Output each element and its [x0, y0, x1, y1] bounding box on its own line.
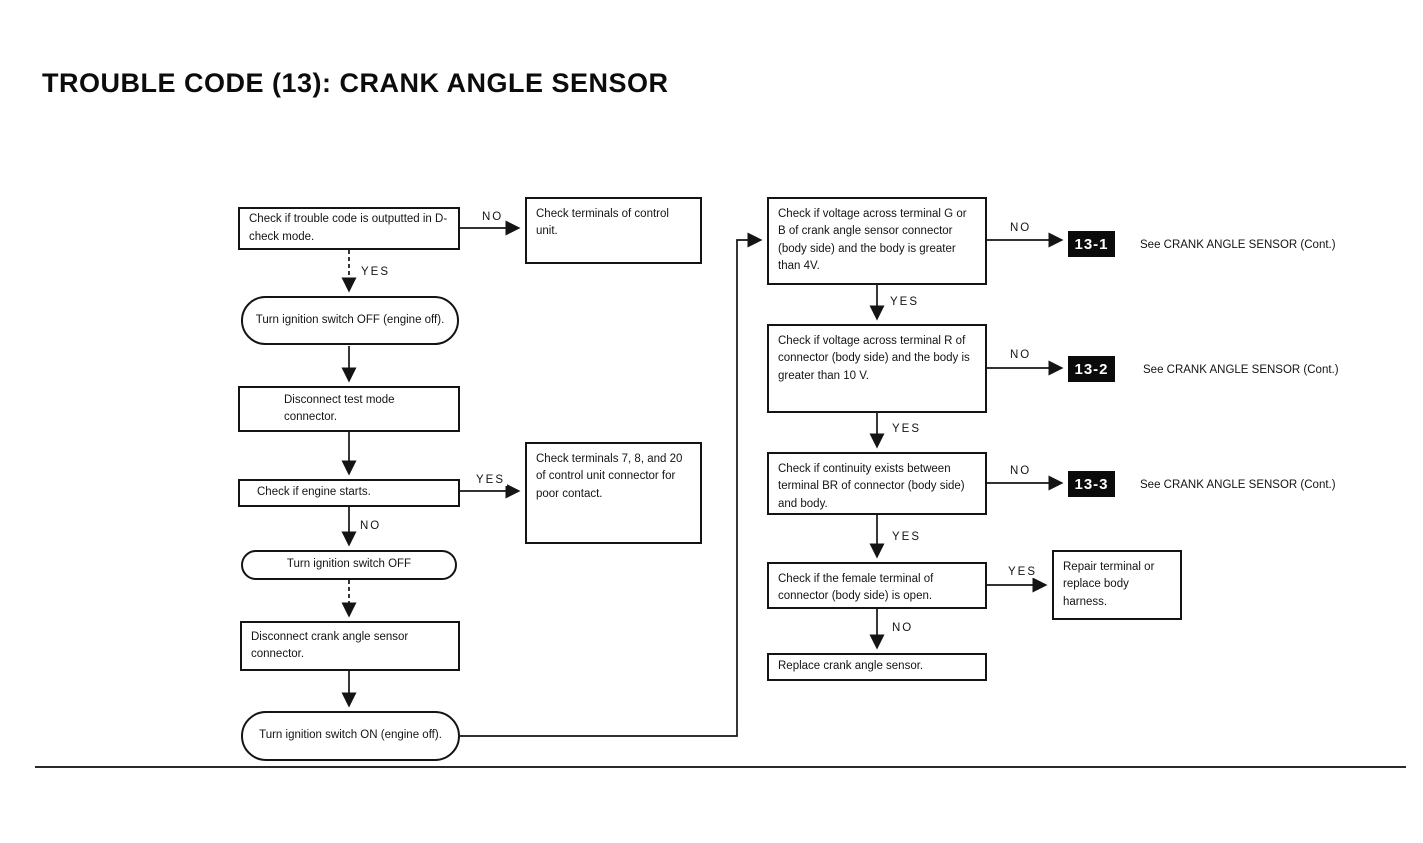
node-check-voltage-r: Check if voltage across terminal R of connector (body side) and the body is greater than 10 V. — [767, 324, 987, 413]
node-turn-ignition-on: Turn ignition switch ON (engine off). — [241, 711, 460, 761]
node-turn-ignition-off: Turn ignition switch OFF — [241, 550, 457, 580]
edge-label-no: NO — [1010, 222, 1032, 234]
edge-label-yes: YES — [476, 474, 506, 486]
edge-label-yes: YES — [1008, 566, 1038, 578]
node-turn-ignition-off-engine-off: Turn ignition switch OFF (engine off). — [241, 296, 459, 345]
reference-text-13-1: See CRANK ANGLE SENSOR (Cont.) — [1140, 239, 1336, 251]
node-check-terminals-7-8-20: Check terminals 7, 8, and 20 of control unit connector for poor contact. — [525, 442, 702, 544]
page-title: TROUBLE CODE (13): CRANK ANGLE SENSOR — [42, 68, 669, 98]
node-check-female-terminal: Check if the female terminal of connector (body side) is open. — [767, 562, 987, 609]
node-replace-crank-sensor: Replace crank angle sensor. — [767, 653, 987, 681]
code-badge-13-1: 13-1 — [1068, 231, 1115, 257]
edge-label-no: NO — [1010, 349, 1032, 361]
node-check-voltage-g-b: Check if voltage across terminal G or B of crank angle sensor connector (body side) and the body is greater than 4V. — [767, 197, 987, 285]
edge-label-yes: YES — [892, 531, 922, 543]
node-check-continuity-br: Check if continuity exists between terminal BR of connector (body side) and body. — [767, 452, 987, 515]
edge-label-yes: YES — [890, 296, 920, 308]
reference-text-13-2: See CRANK ANGLE SENSOR (Cont.) — [1143, 364, 1339, 376]
edge-label-yes: YES — [361, 266, 391, 278]
node-check-trouble-code: Check if trouble code is outputted in D-check mode. — [238, 207, 460, 250]
node-disconnect-crank-sensor: Disconnect crank angle sensor connector. — [240, 621, 460, 671]
node-check-engine-starts: Check if engine starts. — [238, 479, 460, 507]
edge-label-yes: YES — [892, 423, 922, 435]
bottom-rule — [35, 766, 1406, 768]
node-repair-terminal: Repair terminal or replace body harness. — [1052, 550, 1182, 620]
edge-label-no: NO — [482, 211, 504, 223]
edge-label-no: NO — [892, 622, 914, 634]
edge-label-no: NO — [360, 520, 382, 532]
reference-text-13-3: See CRANK ANGLE SENSOR (Cont.) — [1140, 479, 1336, 491]
code-badge-13-2: 13-2 — [1068, 356, 1115, 382]
edge-label-no: NO — [1010, 465, 1032, 477]
node-check-terminals-control-unit: Check terminals of control unit. — [525, 197, 702, 264]
node-disconnect-test-mode: Disconnect test mode connector. — [238, 386, 460, 432]
code-badge-13-3: 13-3 — [1068, 471, 1115, 497]
